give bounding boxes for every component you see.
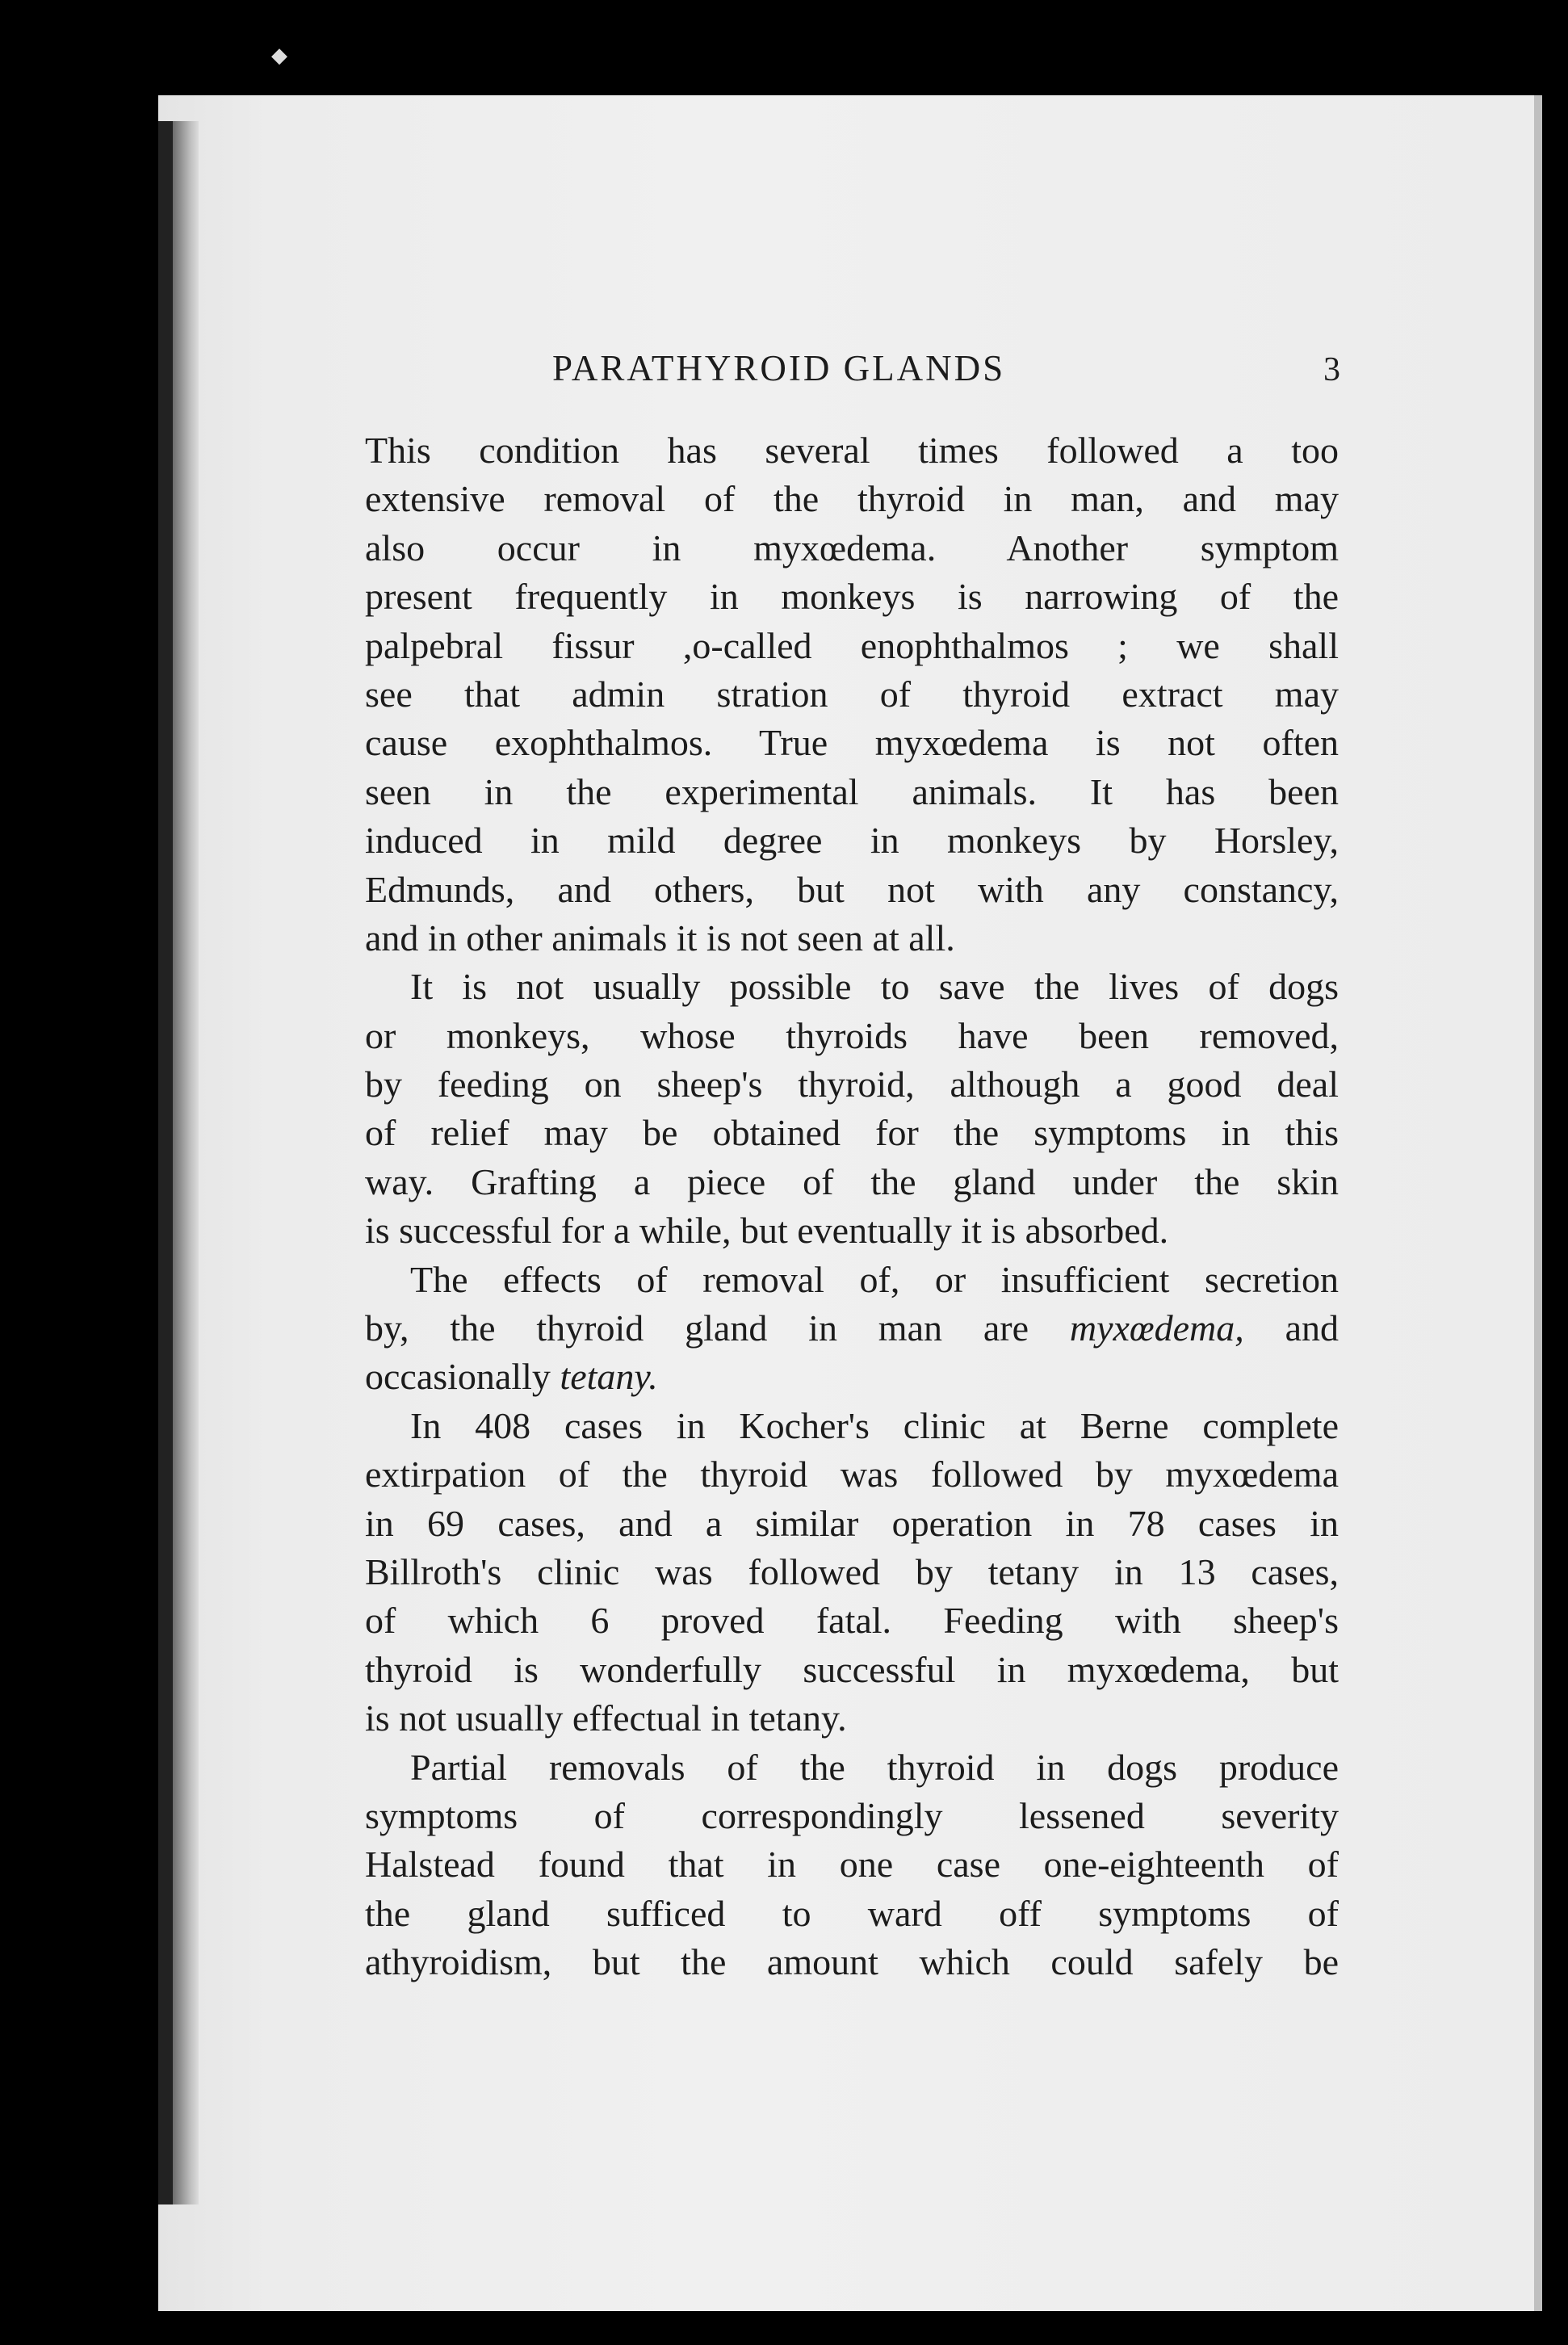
text-line: Edmunds, and others, but not with any constancy, [365, 868, 1339, 910]
text-line: the gland sufficed to ward off symptoms of [365, 1892, 1339, 1934]
text-line: way. Grafting a piece of the gland under the skin [365, 1160, 1339, 1202]
text-line: symptoms of correspondingly lessened severity [365, 1794, 1339, 1836]
text-line-mixed [365, 1304, 1339, 1353]
italic-term: tetany. [560, 1356, 658, 1398]
text-line: seen in the experimental animals. It has been [365, 770, 1339, 812]
text-line: In 408 cases in Kocher's clinic at Berne complete [410, 1404, 1339, 1446]
text-line: in 69 cases, and a similar operation in 78 cases in [365, 1502, 1339, 1544]
text-line: present frequently in monkeys is narrowing of the [365, 576, 1339, 618]
text-line: and in other animals it is not seen at all. [365, 917, 955, 959]
scan-artifact-speck: ◆ [271, 44, 287, 68]
text-line: or monkeys, whose thyroids have been removed, [365, 1014, 1339, 1056]
text-segment: occasionally [365, 1356, 551, 1398]
text-line: of relief may be obtained for the symptoms in this [365, 1112, 1339, 1154]
text-line: of which 6 proved fatal. Feeding with sheep's [365, 1600, 1339, 1642]
text-line: The effects of removal of, or insufficient secretion [410, 1258, 1339, 1300]
text-line: palpebral fissur ,o-called enophthalmos ; we shall [365, 624, 1339, 666]
text-line-mixed [365, 1353, 1339, 1401]
page-number: 3 [1323, 351, 1340, 388]
text-line: Partial removals of the thyroid in dogs produce [410, 1746, 1339, 1788]
text-line: also occur in myxœdema. Another symptom [365, 526, 1339, 568]
page-gutter-edge [158, 121, 173, 2204]
text-line: is not usually effectual in tetany. [365, 1697, 847, 1739]
text-line: athyroidism, but the amount which could safely be [365, 1941, 1339, 1983]
text-line: Billroth's clinic was followed by tetany in 13 cases, [365, 1550, 1339, 1592]
text-line: Halstead found that in one case one-eighteenth of [365, 1844, 1339, 1886]
text-line: induced in mild degree in monkeys by Horsley, [365, 820, 1339, 862]
text-line: see that admin stration of thyroid extract may [365, 673, 1339, 715]
text-line: by feeding on sheep's thyroid, although a good deal [365, 1063, 1339, 1105]
text-line: This condition has several times followed a too [365, 430, 1339, 471]
text-line: extirpation of the thyroid was followed by myxœdema [365, 1454, 1339, 1496]
text-line: It is not usually possible to save the lives of dogs [410, 966, 1339, 1008]
page-right-edge [1534, 95, 1542, 2311]
running-title: PARATHYROID GLANDS [552, 348, 1006, 388]
italic-term: myxœdema, [1069, 1307, 1244, 1349]
text-line: thyroid is wonderfully successful in myxœdema, but [365, 1648, 1339, 1690]
page-header [363, 347, 1340, 396]
body-text [365, 426, 1339, 1987]
text-line: extensive removal of the thyroid in man, and may [365, 478, 1339, 520]
text-line: cause exophthalmos. True myxœdema is not often [365, 722, 1339, 764]
text-line: is successful for a while, but eventually it is absorbed. [365, 1210, 1169, 1252]
text-segment: and [1285, 1307, 1340, 1349]
text-segment: by, the thyroid gland in man are [365, 1307, 1029, 1349]
